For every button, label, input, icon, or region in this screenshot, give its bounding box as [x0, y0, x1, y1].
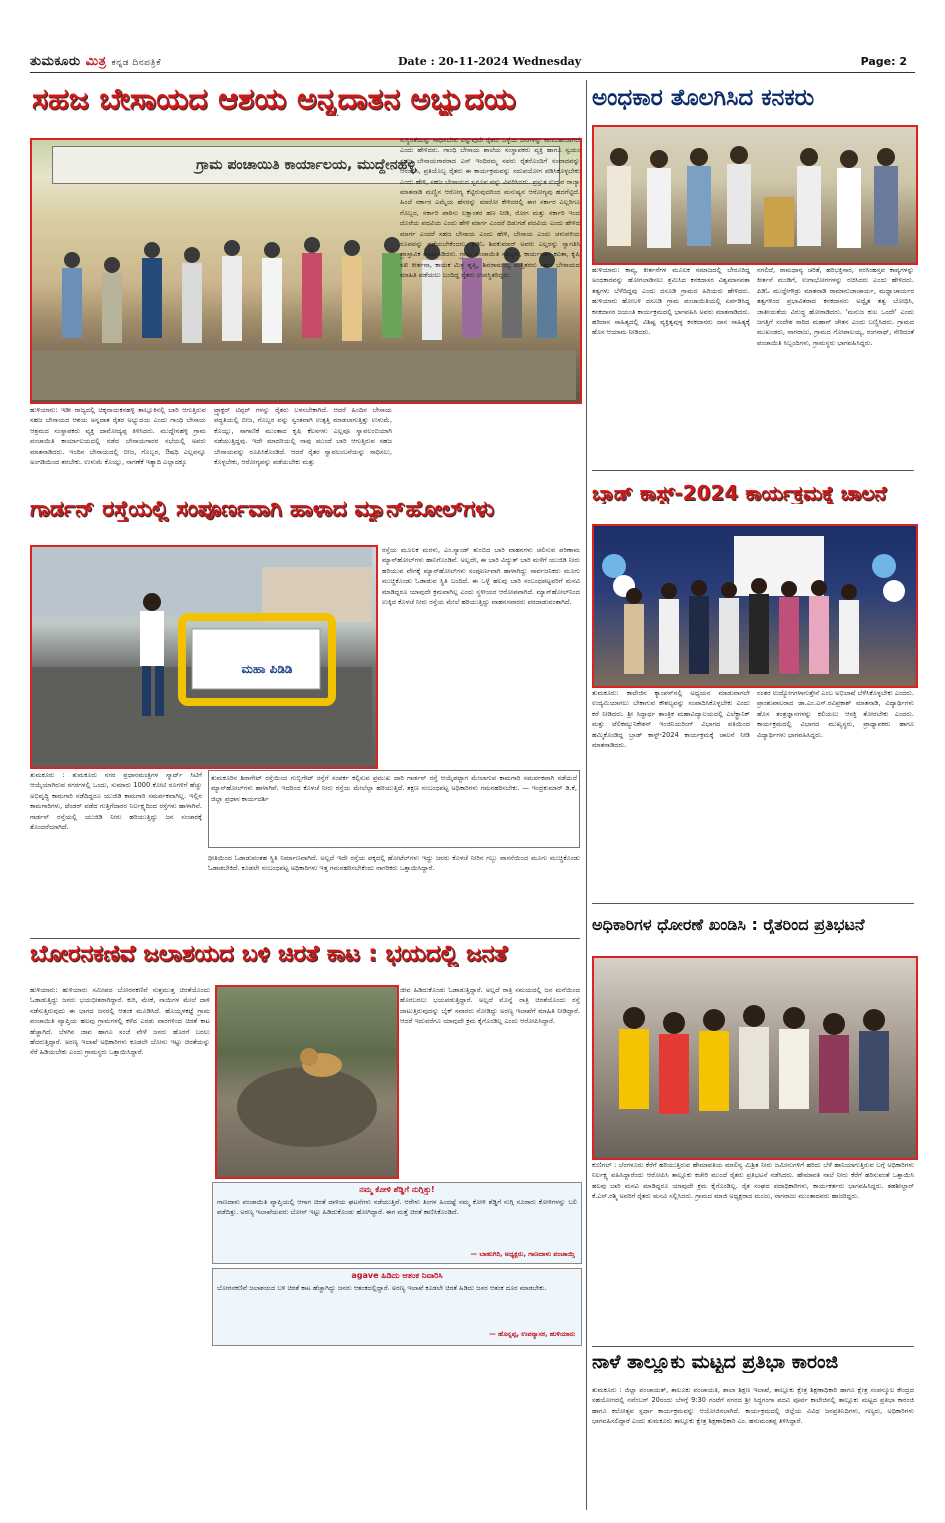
masthead	[30, 54, 161, 69]
article-text: ಜೀವ ಹಿಡಿದುಕೊಂಡು ಓಡಾಡುತ್ತಿದ್ದಾರೆ. ಅಲ್ಲದೆ ರಾತ್ರಿ ಸಮಯದಲ್ಲಿ ಜನ ಮನೆಯಿಂದ ಹೊರಬರಲು ಭಯಪಡುತ್ತಿದ್ದಾರೆ. ಅಲ್ಲದೆ ಮೊನ್ನೆ ರಾತ್ರಿ ಚಿರತೆಯೊಂದು ರಸ್ತೆ ದಾಟುತ್ತಿರುವುದನ್ನು ಬೈಕ್ ಸವಾರರು ನೋಡಿದ್ದು ಅರಣ್ಯ ಇಲಾಖೆಗೆ ಮಾಹಿತಿ ನೀಡಿದ್ದಾರೆ. ಆದರೆ ಇದುವರೆಗೂ ಯಾವುದೇ ಕ್ರಮ ಕೈಗೊಂಡಿಲ್ಲ ಎಂದು ಆರೋಪಿಸಿದ್ದಾರೆ.	[400, 986, 580, 1026]
headline-natural-farming: ಸಹಜ ಬೇಸಾಯದ ಆಶಯ ಅನ್ನದಾತನ ಅಭ್ಯುದಯ	[32, 83, 516, 116]
headline-kanakadasa: ಅಂಧಕಾರ ತೊಲಗಿಸಿದ ಕನಕರು	[592, 86, 815, 111]
article-text: ನಂತರ ಉದ್ಯೋಗಗಳಾಗುತ್ತೇನೆ ಎಂಬ ಅಭಿಲಾಷೆ ಬೆಳೆಸಿಕೊಳ್ಳಬೇಕು ಎಂದರು. ಪ್ರಾಂಶುಪಾಲರಾದ ಡಾ.ಎಂ.ಎಸ್.ರವಿಪ್ರಕಾಶ್ ಮಾತನಾಡಿ, ವಿದ್ಯಾರ್ಥಿಗಳು ಹೊಸ ತಂತ್ರಜ್ಞಾನಗಳನ್ನು ಕಲಿಯಲು ಆಸಕ್ತಿ ತೋರಬೇಕು ಎಂದರು. ಕಾರ್ಯಕ್ರಮದಲ್ಲಿ ವಿಭಾಗದ ಮುಖ್ಯಸ್ಥರು, ಪ್ರಾಧ್ಯಾಪಕರು ಹಾಗೂ ವಿದ್ಯಾರ್ಥಿಗಳು ಭಾಗವಹಿಸಿದ್ದರು.	[757, 689, 914, 739]
photo-broadcast-event	[592, 524, 918, 688]
masthead-brand: ತುಮಕೂರು	[30, 54, 81, 69]
headline-broadcast-2024: ಬ್ರಾಡ್ ಕಾಸ್ಟ್-2024 ಕಾರ್ಯಕ್ರಮಕ್ಕೆ ಚಾಲನೆ	[592, 482, 887, 504]
quote-box-1-signature: — ಬಾಹುಗಿರಿ, ಅಧ್ಯಕ್ಷರು, ಗಾಣದಾಳು ಪಂಚಾಯ್ತಿ	[470, 1250, 575, 1258]
page-number: Page: 2	[860, 55, 907, 68]
article-text: ಹುಳಿಯಾರು: ಕಾವ್ಯ, ಕೀರ್ತನೆಗಳ ಮೂಲಕ ಸಮಾಜದಲ್ಲಿ ಬೇರೂರಿದ್ದ ಅಂಧಕಾರವನ್ನು ಹೋಗಲಾಡಿಸಲು ಶ್ರಮಿಸಿದ ಕನಕದಾಸರ ವಿಶ್ವಮಾನವತಾ ತತ್ವಗಳು ಬೆಳೆದಿದ್ದವು ಎಂದು ದಸೂಡಿ ಗ್ರಾಮದ ಹಿರಿಯರು ಹೇಳಿದರು. ಹುಳಿಯಾರು ಹೋಬಳಿ ದಸೂಡಿ ಗ್ರಾಮ ಪಂಚಾಯಿತಿಯಲ್ಲಿ ಏರ್ಪಡಿಸಿದ್ದ ಕನಕದಾಸರ ಜಯಂತಿ ಕಾರ್ಯಕ್ರಮದಲ್ಲಿ ಭಾಗವಹಿಸಿ ಅವರು ಮಾತನಾಡಿದರು. ಹರಿದಾಸ ಸಾಹಿತ್ಯದಲ್ಲಿ ವಿಶಿಷ್ಟ ವ್ಯಕ್ತಿತ್ವವುಳ್ಳ ಕನಕದಾಸರು ದಾಸ ಸಾಹಿತ್ಯಕ್ಕೆ ಹೊಸ ಆಯಾಮ ನೀಡಿದರು.	[592, 266, 750, 337]
photo-leopard	[215, 985, 399, 1179]
section-divider	[30, 938, 580, 939]
article-text: ರಸ್ತೆಯ ಮೂಲಕ ಮರಳು, ಎಂ.ಸ್ಯಾಂಡ್ ತುಂಬಿದ ಬಾರಿ ವಾಹನಗಳು ಚಲಿಸುವ ಪರಿಣಾಮ ಮ್ಯಾನ್‌ಹೋಲ್‌ಗಳು ಹಾನಿಗೊಂಡಿವೆ. ಅಲ್ಲದೇ, ಈ ಬಾರಿ ವಿದ್ಯುತ್ ಬಾರಿ ಮಳೆಗೆ ಯುಜಿಡಿ ನೀರು ಹರಿಯುವ ವೇಗಕ್ಕೆ ಮ್ಯಾನ್‌ಹೋಲ್‌ಗಳು ಸಂಪೂರ್ಣವಾಗಿ ಹಾಳಾಗಿದ್ದು ಸಾರ್ವಜನಿಕರು ಮೂಗು ಮುಚ್ಚಿಕೊಂಡು ಓಡಾಡುವ ಸ್ಥಿತಿ ಬಂದಿದೆ. ಈ ಒಳ್ಳೆ ಹಲವು ಬಾರಿ ಸಂಬಂಧಪಟ್ಟವರಿಗೆ ಮನವಿ ಮಾಡಿದ್ದರೂ ಯಾವುದೇ ಕ್ರಮವಾಗಿಲ್ಲ ಎಂದು ಸ್ಥಳೀಯರ ಆರೋಪವಾಗಿದೆ. ಮ್ಯಾನ್‌ಹೋಲ್‌ನಿಂದ ಉಕ್ಕಿದ ಕೊಳಚೆ ನೀರು ರಸ್ತೆಯ ಮೇಲೆ ಹರಿಯುತ್ತಿದ್ದು ವಾಹನಸವಾರರು ಪರದಾಡುವಂತಾಗಿದೆ.	[382, 546, 580, 607]
photo-kanakadasa-event	[592, 125, 918, 265]
article-text: ಕುಣಿಗಲ್ : ಬೆಂಗಳೂರು ಕೆರೆಗೆ ಹರಿಯುತ್ತಿರುವ ಹೇಮಾವತಿಯ ಮಾಲಿನ್ಯ ಮಿಶ್ರಿತ ನೀರು ಜಮೀನುಗಳಿಗೆ ಹರಿದು ಬೆಳೆ ಹಾನಿಯಾಗುತ್ತಿರುವ ಬಗ್ಗೆ ಅಧಿಕಾರಿಗಳು ನಿರ್ಲಕ್ಷ್ಯ ವಹಿಸಿದ್ದಾರೆಂದು ಆರೋಪಿಸಿ ತಾಲ್ಲೂಕು ಕಚೇರಿ ಮುಂದೆ ರೈತರು ಪ್ರತಿಭಟನೆ ನಡೆಸಿದರು. ಹೇಮಾವತಿ ನಾಲೆ ನೀರು ಕೆರೆಗೆ ಹರಿಸುವಂತೆ ಒತ್ತಾಯಿಸಿ ಹಲವು ಬಾರಿ ಮನವಿ ಮಾಡಿದ್ದರೂ ಯಾವುದೇ ಕ್ರಮ ಕೈಗೊಂಡಿಲ್ಲ. ರೈತ ಸಂಘದ ಪದಾಧಿಕಾರಿಗಳು, ಕಾರ್ಯಕರ್ತರು ಭಾಗವಹಿಸಿದ್ದರು. ತಹಶೀಲ್ದಾರ್ ಕೆ.ಎಸ್.ರಶ್ಮಿ ಅವರಿಗೆ ರೈತರು ಮನವಿ ಸಲ್ಲಿಸಿದರು. ಗ್ರಾಮದ ಮಾಜಿ ಅಧ್ಯಕ್ಷರಾದ ಮಂಜು, ನಾಗರಾಜು ಮುಂತಾದವರು ಹಾಜರಿದ್ದರು.	[592, 1161, 914, 1201]
section-divider	[592, 903, 914, 904]
section-divider	[592, 470, 914, 471]
article-text: ಹುಳಿಯಾರು: ಹುಳಿಯಾರು ಸಮೀಪದ ಬೋರನಕಣಿವೆ ಸುತ್ತಮುತ್ತ ಚಿರತೆಯೊಂದು ಓಡಾಡುತ್ತಿದ್ದು ಜನರು ಭಯಭೀತರಾಗಿದ್ದಾರೆ. ಕುರಿ, ಮೇಕೆ, ನಾಯಿಗಳ ಮೇಲೆ ದಾಳಿ ನಡೆಸುತ್ತಿರುವುದು ಈ ಭಾಗದ ಜನರಲ್ಲಿ ಆತಂಕ ಮೂಡಿಸಿದೆ. ಹೊಯ್ಸಳಕಟ್ಟೆ ಗ್ರಾಮ ಪಂಚಾಯಿತಿ ವ್ಯಾಪ್ತಿಯ ಹಲವು ಗ್ರಾಮಗಳಲ್ಲಿ ಕಳೆದ ಎರಡು ವಾರಗಳಿಂದ ಚಿರತೆ ಕಾಟ ಹೆಚ್ಚಾಗಿದೆ. ಬೆಳಗಿನ ಜಾವ ಹಾಗೂ ಸಂಜೆ ವೇಳೆ ಜನರು ಹೊರಗೆ ಬರಲು ಹೆದರುತ್ತಿದ್ದಾರೆ. ಅರಣ್ಯ ಇಲಾಖೆ ಅಧಿಕಾರಿಗಳು ಕೂಡಲೇ ಬೋನು ಇಟ್ಟು ಚಿರತೆಯನ್ನು ಸೆರೆ ಹಿಡಿಯಬೇಕು ಎಂದು ಗ್ರಾಮಸ್ಥರು ಒತ್ತಾಯಿಸಿದ್ದಾರೆ.	[30, 986, 210, 1057]
quote-box-1-text: ಗಾಣದಾಳು ಪಂಚಾಯಿತಿ ವ್ಯಾಪ್ತಿಯಲ್ಲಿ ಆಗಾಗ ಚಿರತೆ ದಾಳಿಯ ಘಟನೆಗಳು ನಡೆಯುತ್ತಿವೆ. ಆರೇಳು ತಿಂಗಳ ಹಿಂದಷ್ಟೆ ನಮ್ಮ ಕೋಳಿ ಶೆಡ್ಡಿಗೆ ನುಗ್ಗಿ ನೂರಾರು ಕೋಳಿಗಳನ್ನು ಬಲಿ ಪಡೆದಿತ್ತು. ಅರಣ್ಯ ಇಲಾಖೆಯವರು ಬೋನ್ ಇಟ್ಟು ಹಿಡಿದುಕೊಂಡು ಹೋಗಿದ್ದಾರೆ. ಈಗ ಮತ್ತೆ ಚಿರತೆ ಕಾಣಿಸಿಕೊಂಡಿದೆ.	[217, 1198, 577, 1217]
photo-sign-text: ಗ್ರಾಮ ಪಂಚಾಯಿತಿ ಕಾರ್ಯಾಲಯ, ಮುದ್ದೇನಹಳ್ಳಿ	[52, 146, 560, 184]
headline-manholes: ಗಾರ್ಡನ್ ರಸ್ತೆಯಲ್ಲಿ ಸಂಪೂರ್ಣವಾಗಿ ಹಾಳಾದ ಮ್ಯಾನ್‌ಹೋಲ್‌ಗಳು	[30, 498, 495, 522]
article-text: ಧೀತಿಯಿಂದ ಓಡಾಡುವಂತಹ ಸ್ಥಿತಿ ನಿರ್ಮಾಣವಾಗಿದೆ. ಅಲ್ಲದೆ ಇದೇ ರಸ್ತೆಯ ಪಕ್ಕದಲ್ಲಿ ಹೋಟೆಲ್‌ಗಳು ಇದ್ದು ಜನರು ಕೊಳಚೆ ನೀರಿನ ಗಬ್ಬು ವಾಸನೆಯಿಂದ ಮೂಗು ಮುಚ್ಚಿಕೊಂಡು ಓಡಾಡಬೇಕಿದೆ. ಕೂಡಲೇ ಸಂಬಂಧಪಟ್ಟ ಅಧಿಕಾರಿಗಳು ಇತ್ತ ಗಮನಹರಿಸಬೇಕೆಂದು ನಾಗರಿಕರು ಒತ್ತಾಯಿಸಿದ್ದಾರೆ.	[208, 854, 580, 873]
headline-pratibha-karanji: ನಾಳೆ ತಾಲ್ಲೂಕು ಮಟ್ಟದ ಪ್ರತಿಭಾ ಕಾರಂಜಿ	[592, 1352, 839, 1373]
quote-box-2	[212, 1268, 582, 1346]
quote-box-2-text: ಬೋರನಕಣಿವೆ ಜಲಾಶಯದ ಬಳಿ ಚಿರತೆ ಕಾಟ ಹೆಚ್ಚಾಗಿದ್ದು ಜನರು ಆತಂಕದಲ್ಲಿದ್ದಾರೆ. ಅರಣ್ಯ ಇಲಾಖೆ ಕೂಡಲೇ ಚಿರತೆ ಹಿಡಿದು ಜನರ ಆತಂಕ ದೂರ ಮಾಡಬೇಕು.	[217, 1284, 547, 1292]
article-text: ಟ್ರ್ಯಾಕ್ಟರ್ ಟಿಪ್ಪರ್ ಗಳನ್ನು ರೈತರು ಬಳಸಬೇಕಾಗಿದೆ. ಆದರೆ ಹಿಂದಿನ ಬೇಸಾಯ ಪದ್ಧತಿಯಲ್ಲಿ ಬೀಜ, ಗೊಬ್ಬರ ವನ್ನು ಸ್ವಂತವಾಗಿ ಉತ್ಪತ್ತಿ ಮಾಡಲಾಗುತ್ತಿತ್ತು ಉಳುಮೆ, ಕೊಯ್ಲು, ಸಾಗಾಣಿಕೆ ಮುಂತಾದ ಕೃಷಿ ಕೆಲಸಗಳು ಎಲ್ಲವೂ ಸ್ವಾವಲಂಬಿಯಾಗಿ ನಡೆಯುತ್ತಿದ್ದವು. ಇದೇ ಮಾದರಿಯಲ್ಲಿ ನಾವು ಮುಂದೆ ಬಾರಿ ಆಗುತ್ತಿರುವ ಸಹಜ ಬೇಸಾಯವನ್ನು ರೂಪಿಸಿಕೊಂಡಿದೆ. ಆದರೆ ರೈತರ ಸ್ವಾವಲಂಬನೆಯನ್ನು ಸಾಧಿಸಲು, ಕೊಳ್ಳಬೇಕು, ಆರೋಗ್ಯವನ್ನು ಪಡೆಯಬೇಕು ಮತ್ತು	[214, 406, 392, 467]
column-divider	[586, 80, 587, 1510]
photo-damaged-manhole	[30, 545, 378, 769]
quote-box-2-signature: — ಹೊನ್ನಪ್ಪ, ಉಪನ್ಯಾಸಕ, ಹುಳಿಯಾರು	[489, 1330, 575, 1338]
headline-leopard: ಬೋರನಕಣಿವೆ ಜಲಾಶಯದ ಬಳಿ ಚಿರತೆ ಕಾಟ : ಭಯದಲ್ಲಿ ಜನತೆ	[30, 942, 508, 967]
masthead-rule	[30, 72, 915, 73]
article-text: ತುಮಕೂರು : ಜಿಲ್ಲಾ ಪಂಚಾಯತ್, ತಾಲೂಕು ಪಂಚಾಯತಿ, ಶಾಲಾ ಶಿಕ್ಷಣ ಇಲಾಖೆ, ತಾಲ್ಲೂಕು ಕ್ಷೇತ್ರ ಶಿಕ್ಷಣಾಧಿಕಾರಿ ಹಾಗೂ ಕ್ಷೇತ್ರ ಸಂಪನ್ಮೂಲ ಕೇಂದ್ರದ ಸಹಯೋಗದಲ್ಲಿ ನವೆಂಬರ್ 20ರಂದು ಬೆಳಗ್ಗೆ 9:30 ಗಂಟೆಗೆ ನಗರದ ಶ್ರೀ ಸಿದ್ಧಗಂಗಾ ಪದವಿ ಪೂರ್ವ ಕಾಲೇಜಿನಲ್ಲಿ ತಾಲ್ಲೂಕು ಮಟ್ಟದ ಪ್ರತಿಭಾ ಕಾರಂಜಿ ಹಾಗೂ ಕಲೋತ್ಸವ ಸ್ಪರ್ಧಾ ಕಾರ್ಯಕ್ರಮವನ್ನು ಆಯೋಜಿಸಲಾಗಿದೆ. ಕಾರ್ಯಕ್ರಮದಲ್ಲಿ ಜಿಲ್ಲೆಯ ವಿವಿಧ ಜನಪ್ರತಿನಿಧಿಗಳು, ಗಣ್ಯರು, ಅಧಿಕಾರಿಗಳು ಭಾಗವಹಿಸಲಿದ್ದಾರೆ ಎಂದು ತುಮಕೂರು ತಾಲ್ಲೂಕು ಕ್ಷೇತ್ರ ಶಿಕ್ಷಣಾಧಿಕಾರಿ ಎಂ. ಹನುಮಂತಪ್ಪ ತಿಳಿಸಿದ್ದಾರೆ.	[592, 1386, 914, 1426]
article-quote-box: ತುಮಕೂರಿನ ಶಿರಾಗೇಟ್ ರಸ್ತೆಯಿಂದ ಗುಬ್ಬಿಗೇಟ್ ರಸ್ತೆಗೆ ಸಂಪರ್ಕ ಕಲ್ಪಿಸುವ ಪ್ರಮುಖ ದಾರಿ ಗಾರ್ಡನ್ ರಸ್ತೆ ಆಯ್ಕೆಪಟ್ಟಾಗ ಮೇಲಾಗುವ ಕಾಮಗಾರಿ ಸಮರ್ಪಕವಾಗಿ ನಡೆಯದೆ ಮ್ಯಾನ್‌ಹೋಲ್‌ಗಳು ಹಾಳಾಗಿವೆ. ಇದರಿಂದ ಕೊಳಚೆ ನೀರು ರಸ್ತೆಯ ಮೇಲೆಲ್ಲಾ ಹರಿಯುತ್ತಿದೆ. ತಕ್ಷಣ ಸಂಬಂಧಪಟ್ಟ ಅಧಿಕಾರಿಗಳು ಗಮನಹರಿಸಬೇಕು. — ಇಂದ್ರಕುಮಾರ್ ಡಿ.ಕೆ, ಜಿಲ್ಲಾ ಪ್ರಧಾನ ಕಾರ್ಯದರ್ಶಿ	[208, 770, 580, 848]
article-text: ತುಮಕೂರು: ಕಾಲೇಜಿನ ಕ್ಯಾಂಪಸ್‌ನಲ್ಲಿ ಅಧ್ಯಯನ ಮಾಡುವಾಗಲೇ ಉದ್ಯಮಿಯಾಗಲು ಬೇಕಾಗುವ ಕೌಶಲ್ಯವನ್ನು ಸಂಪಾದಿಸಿಕೊಳ್ಳಬೇಕು ಎಂದು ಕರೆ ನೀಡಿದರು. ಶ್ರೀ ಸಿದ್ಧಾರ್ಥ ತಾಂತ್ರಿಕ ಮಹಾವಿದ್ಯಾಲಯದಲ್ಲಿ ಎಲೆಕ್ಟ್ರಾನಿಕ್ ಮತ್ತು ಟೆಲಿಕಮ್ಯುನಿಕೇಶನ್ ಇಂಜಿನಿಯರಿಂಗ್ ವಿಭಾಗದ ವತಿಯಿಂದ ಹಮ್ಮಿಕೊಂಡಿದ್ದ ಬ್ರಾಡ್ ಕಾಸ್ಟ್-2024 ಕಾರ್ಯಕ್ರಮಕ್ಕೆ ಚಾಲನೆ ನೀಡಿ ಮಾತನಾಡಿದರು.	[592, 689, 750, 750]
quote-box-2-title: agave ಹಿಡಿದು ಆತಂಕ ನಿವಾರಿಸಿ	[351, 1271, 443, 1280]
photo-protest	[592, 956, 918, 1160]
article-text: ತುಮಕೂರು : ತುಮಕೂರು ನಗರ ಪ್ರಧಾನಮಂತ್ರಿಗಳ ಸ್ಮಾರ್ಟ್ ಸಿಟಿಗೆ ಆಯ್ಕೆಯಾಗಿರುವ ನಗರಗಳಲ್ಲಿ ಒಂದು, ಸುಮಾರು 1000 ಕೋಟಿ ರೂಗಳಿಗೆ ಹೆಚ್ಚು ಅಭಿವೃದ್ಧಿ ಕಾಮಗಾರಿ ನಡೆದಿದ್ದರೂ ಯುಜಿಡಿ ಕಾಮಗಾರಿ ಸಮರ್ಪಕವಾಗಿಲ್ಲ. ಇಲ್ಲಿನ ಕಾಮಗಾರಿಗಳು, ಟೆಂಡರ್ ಪಡೆದ ಗುತ್ತಿಗೆದಾರರ ನಿರ್ಲಕ್ಷ್ಯದಿಂದ ರಸ್ತೆಗಳು ಹಾಳಾಗಿವೆ. ಗಾರ್ಡನ್ ರಸ್ತೆಯಲ್ಲಿ ಯುಜಿಡಿ ನೀರು ಹರಿಯುತ್ತಿದ್ದು ಜನ ಸಂಚಾರಕ್ಕೆ ತೊಂದರೆಯಾಗಿದೆ.	[30, 771, 202, 832]
quote-box-1-title: ನಮ್ಮ ಕೋಳಿ ಶೆಡ್ಡಿಗೆ ನುಗ್ಗಿತ್ತು!	[359, 1185, 435, 1194]
masthead-tagline: ಕನ್ನಡ ದಿನಪತ್ರಿಕೆ	[111, 58, 161, 68]
section-divider	[592, 1346, 914, 1347]
headline-farmers-protest: ಅಧಿಕಾರಿಗಳ ಧೋರಣೆ ಖಂಡಿಸಿ : ರೈತರಿಂದ ಪ್ರತಿಭಟನೆ	[592, 916, 865, 934]
article-text: ಹುಳಿಯಾರು: ಇಡೀ ರಾಜ್ಯದಲ್ಲಿ ಚಿಕ್ಕನಾಯಕನಹಳ್ಳಿ ತಾಲ್ಲೂಕಿನಲ್ಲಿ ಬಾರಿ ಆಗುತ್ತಿರುವ ಸಹಜ ಬೇಸಾಯದ ಆಶಯ ಅನ್ನದಾತ ರೈತರ ಅಭ್ಯುದಯ ಎಂದು ಗಾಂಧಿ ಬೇಸಾಯ ಆಶ್ರಮದ ಸಂಸ್ಥಾಪಕರು ವ್ಯಕ್ತಿ ದಾಮೋದ್ಯಪ್ಪ ತಿಳಿಸಿದರು. ಮುದ್ದೇನಹಳ್ಳಿ ಗ್ರಾಮ ಪಂಚಾಯಿತಿ ಕಾರ್ಯಾಲಯದಲ್ಲಿ ನಡೆದ ಬೇಸಾಯಗಾರರ ಸಭೆಯಲ್ಲಿ ಅವರು ಮಾತನಾಡಿದರು. ಇಂದಿನ ಬೇಸಾಯದಲ್ಲಿ ಬೀಜ, ಗೊಬ್ಬರ, ಔಷಧಿ ಎಲ್ಲವನ್ನೂ ಅಂಗಡಿಯಿಂದ ತರಬೇಕು. ಉಳುಮೆ ಕೊಯ್ಲು, ಸಾಗಣೆಕೆ ಇತ್ಯಾದಿ ಎಲ್ಲಾದಕ್ಕೂ	[30, 406, 206, 467]
barricade-text: ಮಹಾ ಪಿಡಿಡಿ	[241, 662, 293, 676]
masthead-brand-accent: ಮಿತ್ರ	[85, 54, 107, 69]
quote-box-1	[212, 1182, 582, 1264]
article-text: ಸುಸ್ಥಿರತೆಯನ್ನು ಸಾಧಿಸಬೇಕು ಎನ್ನುವುದೇ ರೈತರು ಒಳ್ಳೆಯ ದಿನಗಳನ್ನು ಕಾಣಬಹುದಾಗಿದೆ ಎಂದು ಹೇಳಿದರು. ಗಾಂಧಿ ಬೇಸಾಯ ಶಾಲೆಯ ಸಂಸ್ಥಾಪಕರು ವ್ಯಕ್ತಿ ಹಾಗೂ ಸ್ವಯಂ ಸಹಜ ಬೇಸಾಯಗಾರರಾದ ಎನ್ ಇಂದಿರಮ್ಮ ನವರು ರೈತರೊಂದಿಗೆ ಸಂವಾದವನ್ನು ಆರಂಭಿಸಿ, ಪ್ರತಿಯೊಬ್ಬ ರೈತರು ಈ ಕಾರ್ಯಕ್ರಮವನ್ನು ಸದುಪಯೋಗ ಪಡಿಸಿಕೊಳ್ಳಬೇಕು ಎಂದು ಹೇಳಿ, ಸಹಜ ಬೇಸಾಯದ ಸ್ವರೂಪ ವನ್ನು ವಿವರಿಸಿದರು. ಪ್ರಸ್ತುತ ಉದ್ಭವ ರಾಜ್ಯಾ ಮಾತನಾಡಿ ಮಣ್ಣಿನ ಆರೋಗ್ಯ ಕೆಟ್ಟಿರುವುದರಿಂದ ಮನುಷ್ಯನ ಆರೋಗ್ಯವು ಹದಗೆಟ್ಟಿದೆ. ಹಿಂದೆ ಸರ್ಕಾರ ಎಮ್ಮೆಯ ಹೆಸರನ್ನು ಮಾರೋ ಕೇಳಿದರಲ್ಲಿ ಈಗ ಸರ್ಕಾರ ಎಲ್ಲರಿಗೂ ಗೊಬ್ಬರ, ಸರ್ಕಾರಿ ಪಾಠಿಸು ಲಕ್ಷಾಂತರ ಹಣ ನೀಡಿ, ರೋಗ ಮತ್ತು ಸರ್ಕಾರಿ ಇಂದ ದೊರೆಯ ಪದವಿಯ ಎಂದು ಹೇಳಿ ಮಾರ್ಗ ಎಂದರೆ ದಿಡುಗಡೆ ಪದವಿಯ ಎಂದು ಹೇಳಿದ ಮಾರ್ಗ ಎಂದರೆ ಸಹಜ ಬೇಸಾಯ ಎಂದು ಹೇಳಿ, ಬೇಸಾಯ ಎಂದು ಚಳುವಳಿಯ ರೂಪವನ್ನು ಪಡೆಯಬೇಕೆಂದರು. ಪಿಡಿಓ ಶಿವಕುಮಾರ್ ಅವರು ಎಲ್ಲರನ್ನು ಸ್ವಾಗತಿಸಿ ಪ್ರಾಸ್ತಾವಿಕ ಮಾತನಾಡಿದರು. ಗ್ರಾಮ ಪಂಚಾಯಿತಿ ಸದಸ್ಯರು, ಕಾರ್ಯದರ್ಶಿ ಕವಿತಾ, ಕೃಷಿ ಸಖಿ ಕೀರ್ತನಾ, ಕಾಯಕ ಮಿತ್ರ ತೃಪ್ತಿ, ಶಿವರಾಮಯ್ಯ ಮತ್ತಿತರರು ಸಹಜ ಬೇಸಾಯದ ಮಾಹಿತಿ ಪಡೆಯಲು ಬಂದಿದ್ದ ರೈತರು ಉಪಸ್ಥಿತರಿದ್ದರು.	[400, 136, 580, 280]
issue-date: Date : 20-11-2024 Wednesday	[398, 55, 582, 68]
article-text: ನಗಲಿದೆ, ರಾಮಧಾನ್ಯ ಚರಿತೆ, ಹರಿಭಕ್ತಿಸಾರ, ನರಸಿಂಹಸ್ತವ ಕಾವ್ಯಗಳನ್ನು ಕೀರ್ತನೆ ಮಂಡಿಗೆ, ಉಗಾಭೋಗಗಳನ್ನು ರಚಿಸಿದರು ಎಂದು ಹೇಳಿದರು. ಪಿಡಿಓ ಮುದ್ದೇಗೌಡ್ರು ಮಾತನಾಡಿ ರಾಮಾನುಜಾಚಾರ್ಯ, ಮಧ್ವಾಚಾರ್ಯರ ತತ್ವಗಳಿಂದ ಪ್ರಭಾವಿತರಾದ ಕನಕದಾಸರು ಅದ್ವೈತ ತತ್ವ ಬೋಧಿಸಿ, ಜಾತೀಯತೆಯ ವಿರುದ್ಧ ಹೋರಾಡಿದರು. 'ಮನುಜ ಕುಲ ಒಂದೇ' ಎಂದು ಜಗತ್ತಿಗೆ ಸಂದೇಶ ಸಾರಿದ ಮಹಾನ್ ಚೇತನ ಎಂದು ಬಣ್ಣಿಸಿದರು. ಗ್ರಾಮದ ಮುಖಂಡರು, ನಾಗರಾಜು, ಗ್ರಾಮದ ಗೋಪಾಲಯ್ಯ, ರಂಗನಾಥ್, ನೇರಿದಂತೆ ಪಂಚಾಯಿತಿ ಸಿಬ್ಬಂದಿಗಳು, ಗ್ರಾಮಸ್ಥರು ಭಾಗವಹಿಸಿದ್ದರು.	[757, 266, 914, 347]
